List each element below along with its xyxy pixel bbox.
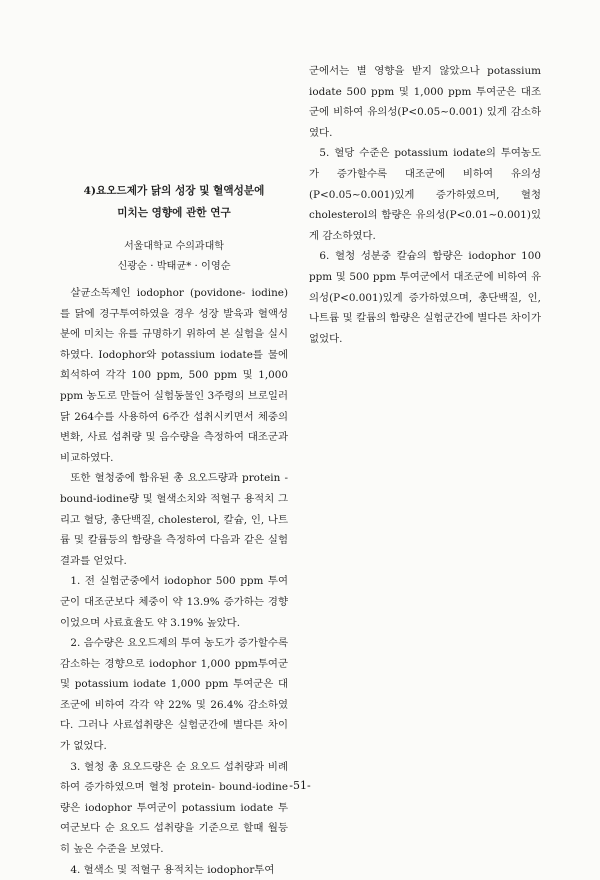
abstract-paragraph-methods: 또한 혈청중에 함유된 총 요오드량과 protein -bound-iodine량 및 혈색소치와 적혈구 용적치 그리고 혈당, 총단백질, cholesterol, 칼슘, 인, 나트륨 및 칼륨등의 함량을 측정하여 다음과 같은 실험결과를 얻었다.: [60, 472, 288, 567]
result-item-3: 3. 혈청 총 요오드량은 순 요오드 섭취량과 비례하여 증가하였으며 혈청 protein- bound-iodine량은 iodophor 투여군이 potassium iodate 투여군보다 순 요오드 섭취량을 기준으로 할때 월등히 높은 수준을 보였다.: [60, 760, 288, 856]
result-item-4-start: 4. 혈색소 및 적혈구 용적치는 iodophor투여: [70, 863, 275, 876]
result-item-1: 1. 전 실험군중에서 iodophor 500 ppm 투여군이 대조군보다 체중이 약 13.9% 증가하는 경향이었으며 사료효율도 약 3.19% 높았다.: [60, 575, 288, 629]
page-number: -51-: [289, 779, 311, 792]
result-item-2: 2. 음수량은 요오드제의 투여 농도가 증가할수록 감소하는 경향으로 iodophor 1,000 ppm투여군 및 potassium iodate 1,000 ppm 투여군은 대조군에 비하여 각각 약 22% 및 26.4% 감소하였다. 그러나 사료섭취량은 실험군간에 별다른 차이가 없었다.: [60, 637, 288, 753]
result-item-5: 5. 혈당 수준은 potassium iodate의 투여농도가 증가할수록 대조군에 비하여 유의성(P<0.05∼0.001)있게 증가하였으며, 혈청 cholesterol의 함량은 유의성(P<0.01∼0.001)있게 감소하였다.: [309, 147, 541, 242]
abstract-paragraph-intro: 살균소독제인 iodophor (povidone- iodine)를 닭에 경구투여하였을 경우 성장 발육과 혈액성분에 미치는 유를 규명하기 위하여 본 실험을 실시하였다. Iodophor와 potassium iodate를 물에 희석하여 각각 100 ppm, 500 ppm 및 1,000 ppm 농도로 만들어 실험동물인 3주령의 브로일러 닭 264수를 사용하여 6주간 섭취시키면서 체중의 변화, 사료 섭취량 및 음수량을 측정하여 대조군과 비교하였다.: [60, 287, 288, 464]
authors: 신광순 · 박태균* · 이영순: [117, 261, 231, 272]
result-item-4-continued: 군에서는 별 영향을 받지 않았으나 potassium iodate 500 ppm 및 1,000 ppm 투여군은 대조군에 비하여 유의성(P<0.05∼0.001) 있게 감소하였다.: [309, 65, 541, 139]
result-item-6: 6. 혈청 성분중 칼슘의 함량은 iodophor 100 ppm 및 500 ppm 투여군에서 대조군에 비하여 유의성(P<0.001)있게 증가하였으며, 총단백질, 인, 나트륨 및 칼륨의 함량은 실험군간에 별다른 차이가 없었다.: [309, 250, 541, 345]
article-title-line1: 4)요오드제가 닭의 성장 및 혈액성분에: [83, 185, 265, 197]
right-column: [309, 61, 541, 349]
affiliation: 서울대학교 수의과대학: [124, 241, 224, 252]
article-title-line2: 미치는 영향에 관한 연구: [117, 207, 231, 219]
